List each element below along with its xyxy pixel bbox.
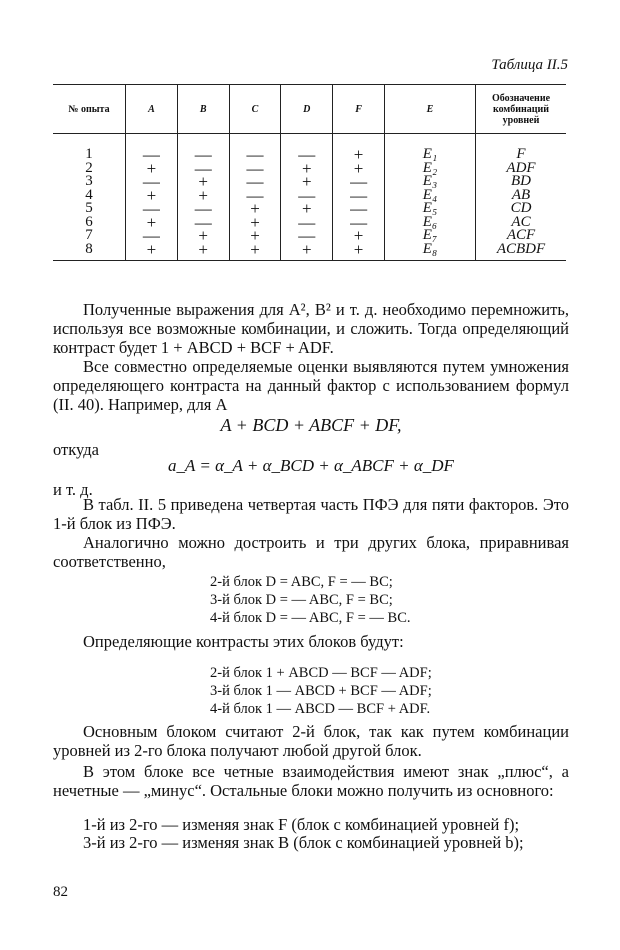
level-sign: — xyxy=(177,216,229,230)
level-sign: — xyxy=(229,175,281,189)
level-sign: — xyxy=(229,148,281,162)
paragraph-5: Определяющие контрасты этих блоков будут: xyxy=(83,632,404,651)
col-header-c: C xyxy=(229,85,281,134)
paragraph-3: В табл. II. 5 приведена четвертая часть ПФЭ для пяти факторов. Это 1-й блок из ПФЭ. xyxy=(53,495,569,533)
level-sign: — xyxy=(177,148,229,162)
table-caption: Таблица II.5 xyxy=(491,57,568,73)
level-sign: + xyxy=(126,216,178,230)
level-combination: F xyxy=(476,148,567,162)
level-sign: + xyxy=(229,202,281,216)
level-sign: + xyxy=(177,229,229,243)
trial-number: 6 xyxy=(53,216,126,230)
page-number: 82 xyxy=(53,884,68,900)
formula-2: a_A = α_A + α_BCD + α_ABCF + α_DF xyxy=(168,456,454,475)
level-sign: + xyxy=(177,175,229,189)
level-sign: + xyxy=(229,216,281,230)
level-combination: CD xyxy=(476,202,567,216)
block-eq-3: 3-й блок D = — ABC, F = BC; xyxy=(210,592,393,608)
level-sign: + xyxy=(281,243,333,261)
level-sign: + xyxy=(229,243,281,261)
level-sign: + xyxy=(333,243,385,261)
level-sign: + xyxy=(126,243,178,261)
col-header-trial: № опыта xyxy=(53,85,126,134)
level-combination: ACF xyxy=(476,229,567,243)
response-value: E₆ xyxy=(385,216,476,230)
col-header-e: E xyxy=(385,85,476,134)
formula-1: A + BCD + ABCF + DF, xyxy=(220,415,402,435)
block-eq-4: 4-й блок D = — ABC, F = — BC. xyxy=(210,610,411,626)
level-sign: + xyxy=(333,148,385,162)
col-header-f: F xyxy=(333,85,385,134)
level-sign: — xyxy=(281,216,333,230)
trial-number: 5 xyxy=(53,202,126,216)
paragraph-9: 3-й из 2-го — изменяя знак B (блок с комбинацией уровней b); xyxy=(83,833,524,852)
level-sign: — xyxy=(281,189,333,203)
block-contrast-4: 4-й блок 1 — ABCD — BCF + ADF. xyxy=(210,701,431,717)
table-header-row xyxy=(53,85,566,134)
response-value: E₃ xyxy=(385,175,476,189)
paragraph-6: Основным блоком считают 2-й блок, так как путем комбинации уровней из 2-го блока получают любой другой блок. xyxy=(53,722,569,760)
level-sign: + xyxy=(281,175,333,189)
block-contrast-2: 2-й блок 1 + ABCD — BCF — ADF; xyxy=(210,665,432,681)
text-otkuda: откуда xyxy=(53,440,99,459)
level-sign: — xyxy=(177,202,229,216)
block-contrast-3: 3-й блок 1 — ABCD + BCF — ADF; xyxy=(210,683,432,699)
level-sign: — xyxy=(126,202,178,216)
block-contrasts xyxy=(210,664,540,718)
block-eq-2: 2-й блок D = ABC, F = — BC; xyxy=(210,574,393,590)
level-combination: ADF xyxy=(476,162,567,176)
trial-number: 2 xyxy=(53,162,126,176)
response-value: E₁ xyxy=(385,148,476,162)
response-value: E₂ xyxy=(385,162,476,176)
level-combination: AC xyxy=(476,216,567,230)
text-itd: и т. д. xyxy=(53,480,93,499)
paragraph-7: В этом блоке все четные взаимодействия имеют знак „плюс“, а нечетные — „минус“. Остальные блоки можно получить из основного: xyxy=(53,762,569,800)
col-header-b: B xyxy=(177,85,229,134)
paragraph-8: 1-й из 2-го — изменяя знак F (блок с комбинацией уровней f); xyxy=(83,815,520,834)
paragraph-2: Все совместно определяемые оценки выявляются путем умножения определяющего контраста на данный фактор с использованием формул (II. 40). Например, для A xyxy=(53,357,569,414)
level-sign: + xyxy=(126,162,178,176)
block-equations xyxy=(210,573,540,627)
level-sign: — xyxy=(333,175,385,189)
level-sign: + xyxy=(126,189,178,203)
level-sign: — xyxy=(281,148,333,162)
level-sign: + xyxy=(229,229,281,243)
level-sign: — xyxy=(281,229,333,243)
level-sign: + xyxy=(177,243,229,261)
level-sign: + xyxy=(281,162,333,176)
level-sign: — xyxy=(126,229,178,243)
level-sign: — xyxy=(333,202,385,216)
level-sign: — xyxy=(126,175,178,189)
level-sign: — xyxy=(333,189,385,203)
level-sign: + xyxy=(281,202,333,216)
table-row xyxy=(53,243,566,261)
level-sign: — xyxy=(229,189,281,203)
col-header-combinations: Обозначение комбинаций уровней xyxy=(476,85,567,134)
level-combination: ACBDF xyxy=(476,243,567,261)
response-value: E₇ xyxy=(385,229,476,243)
level-sign: + xyxy=(333,162,385,176)
response-value: E₅ xyxy=(385,202,476,216)
response-value: E₄ xyxy=(385,189,476,203)
trial-number: 4 xyxy=(53,189,126,203)
paragraph-1: Полученные выражения для A², B² и т. д. необходимо перемножить, используя все возможные комбинации, и сложить. Тогда определяющий контраст будет 1 + ABCD + BCF + ADF. xyxy=(53,300,569,357)
level-combination: AB xyxy=(476,189,567,203)
experiment-table xyxy=(53,84,566,261)
level-sign: + xyxy=(177,189,229,203)
col-header-d: D xyxy=(281,85,333,134)
level-sign: + xyxy=(333,229,385,243)
trial-number: 8 xyxy=(53,243,126,261)
level-sign: — xyxy=(126,148,178,162)
trial-number: 3 xyxy=(53,175,126,189)
level-sign: — xyxy=(177,162,229,176)
level-combination: BD xyxy=(476,175,567,189)
level-sign: — xyxy=(333,216,385,230)
trial-number: 1 xyxy=(53,148,126,162)
col-header-a: A xyxy=(126,85,178,134)
paragraph-4: Аналогично можно достроить и три других блока, приравнивая соответственно, xyxy=(53,533,569,571)
trial-number: 7 xyxy=(53,229,126,243)
level-sign: — xyxy=(229,162,281,176)
response-value: E₈ xyxy=(385,243,476,261)
